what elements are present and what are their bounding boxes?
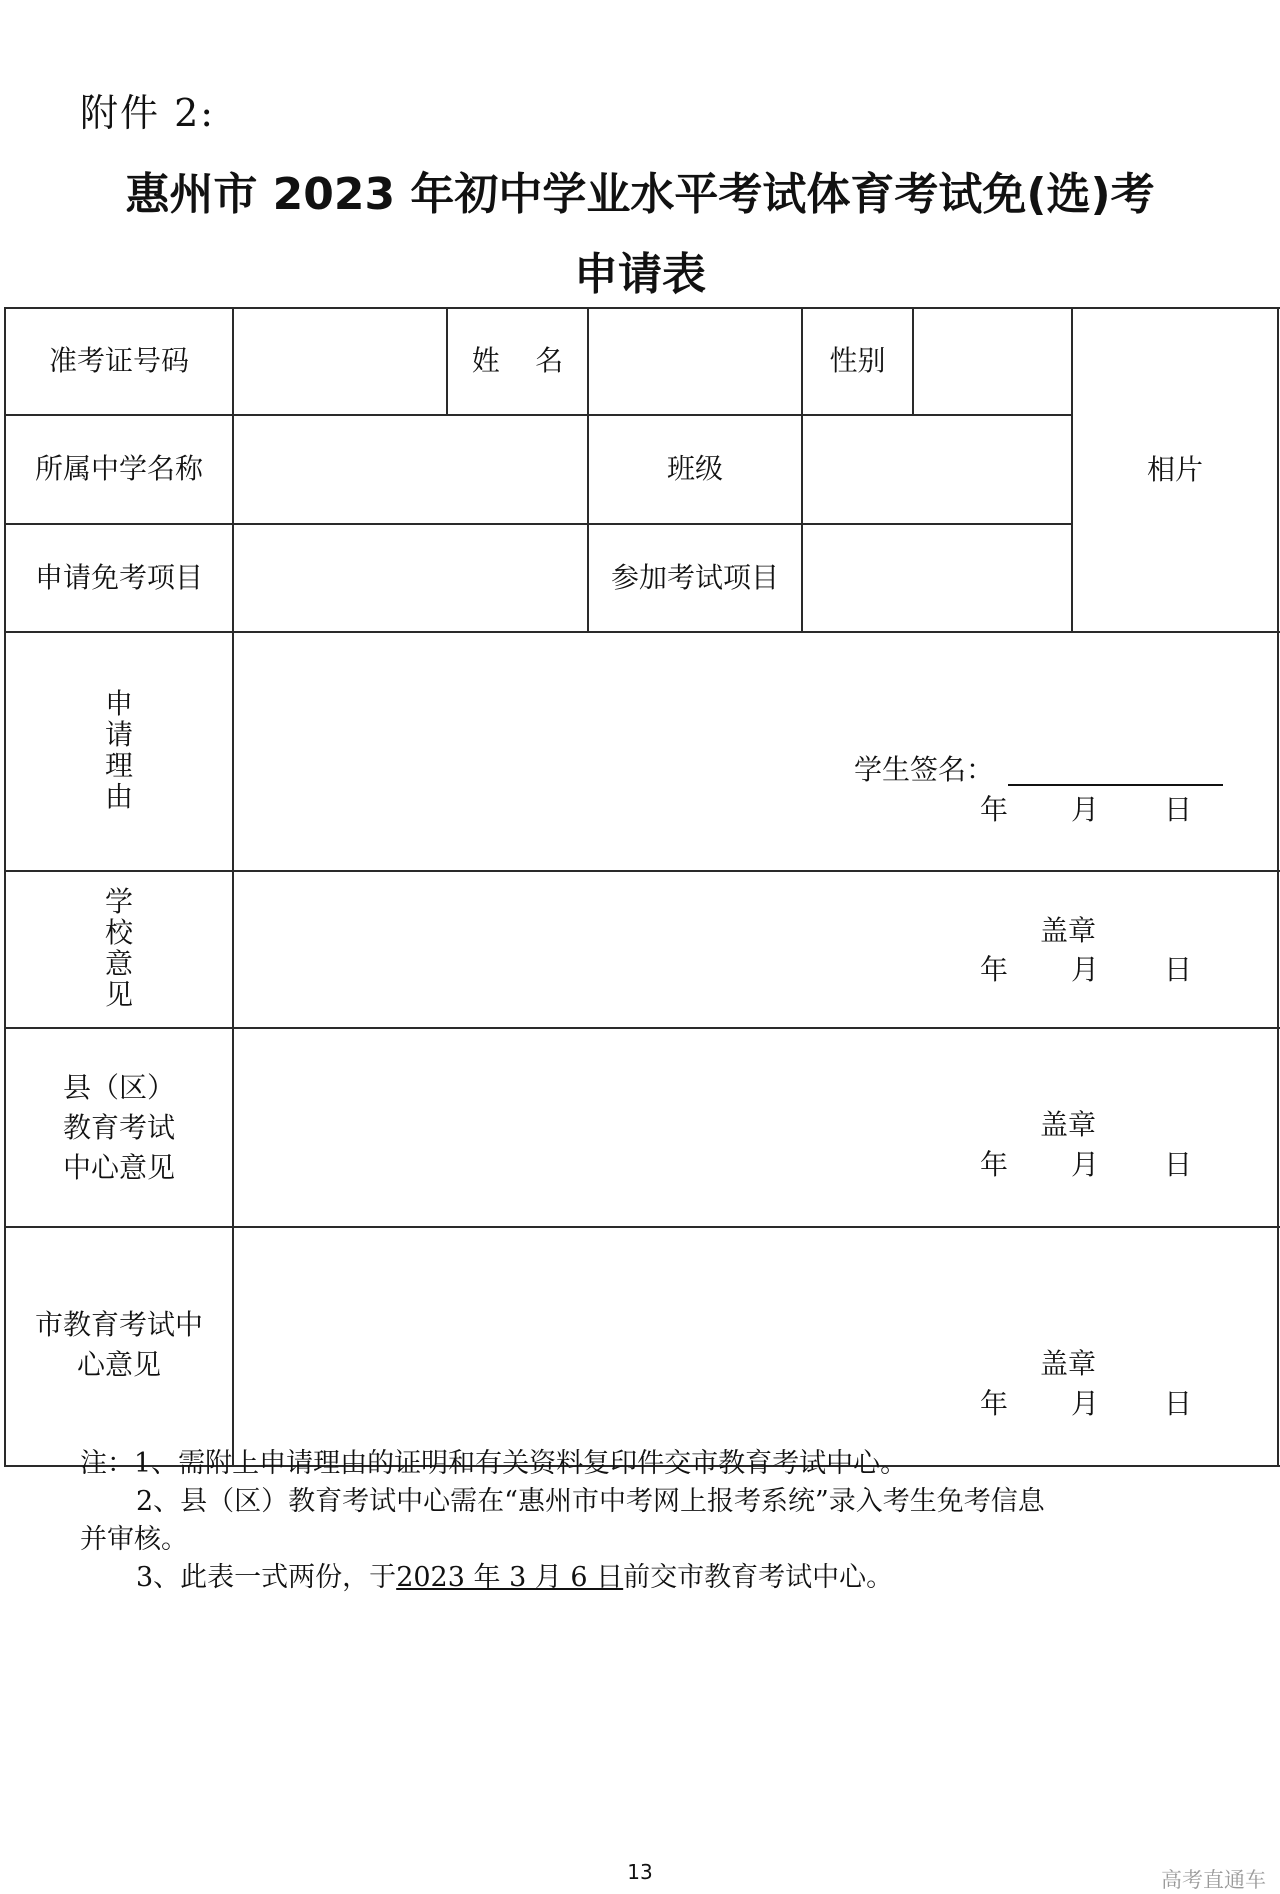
gender-label: 性别 [829, 344, 886, 377]
school-opinion-label: 学 校 意 见 [104, 885, 133, 1011]
reason-label: 申 请 理 由 [104, 687, 133, 813]
county-date-day: 日 [1164, 1148, 1193, 1181]
form-title-line2: 申请表 [574, 249, 706, 300]
page-number: 13 [627, 1860, 653, 1884]
student-signature-line[interactable] [1008, 784, 1223, 786]
note-1: 注：1、需附上申请理由的证明和有关资料复印件交市教育考试中心。 [80, 1448, 908, 1479]
exam-number-field[interactable] [234, 310, 446, 414]
note-2-continued: 并审核。 [80, 1524, 188, 1555]
school-date-day: 日 [1164, 953, 1193, 986]
watermark: 高考直通车 [1161, 1868, 1266, 1892]
reason-field[interactable] [234, 634, 1277, 870]
school-name-label: 所属中学名称 [34, 452, 203, 485]
deadline-date: 2023 年 3 月 6 日 [396, 1562, 624, 1593]
city-opinion-label: 市教育考试中 心意见 [34, 1308, 203, 1381]
exempt-item-label: 申请免考项目 [34, 561, 203, 594]
school-name-field[interactable] [234, 417, 587, 523]
county-date-month: 月 [1071, 1148, 1100, 1181]
name-field[interactable] [589, 310, 801, 414]
school-opinion-field[interactable] [234, 873, 1277, 1027]
attachment-label: 附件 2: [80, 91, 216, 135]
city-seal: 盖章 [1040, 1347, 1097, 1380]
city-date-month: 月 [1071, 1387, 1100, 1420]
notes-section [80, 1445, 1190, 1597]
date-month: 月 [1071, 793, 1100, 826]
school-date-year: 年 [980, 953, 1009, 986]
note-3: 3、此表一式两份，于2023 年 3 月 6 日前交市教育考试中心。 [136, 1562, 894, 1593]
city-date-year: 年 [980, 1387, 1009, 1420]
school-seal: 盖章 [1040, 914, 1097, 947]
class-field[interactable] [803, 417, 1071, 523]
gender-field[interactable] [914, 310, 1071, 414]
county-opinion-label: 县（区） 教育考试 中心意见 [62, 1071, 175, 1184]
participate-item-field[interactable] [803, 526, 1071, 631]
participate-item-label: 参加考试项目 [610, 561, 779, 594]
exam-number-label: 准考证号码 [48, 344, 189, 377]
student-signature-label: 学生签名： [854, 753, 995, 786]
note-2: 2、县（区）教育考试中心需在“惠州市中考网上报考系统”录入考生免考信息 [136, 1486, 1045, 1517]
name-label: 姓 名 [471, 344, 564, 377]
county-seal: 盖章 [1040, 1108, 1097, 1141]
county-date-year: 年 [980, 1148, 1009, 1181]
city-date-day: 日 [1164, 1387, 1193, 1420]
exempt-item-field[interactable] [234, 526, 587, 631]
school-date-month: 月 [1071, 953, 1100, 986]
form-title: 惠州市 2023 年初中学业水平考试体育考试免(选)考 [125, 169, 1155, 220]
date-day: 日 [1164, 793, 1193, 826]
date-year: 年 [980, 793, 1009, 826]
city-opinion-field[interactable] [234, 1229, 1277, 1465]
county-opinion-field[interactable] [234, 1030, 1277, 1226]
photo-box-label: 相片 [1146, 453, 1203, 486]
class-label: 班级 [666, 452, 723, 485]
